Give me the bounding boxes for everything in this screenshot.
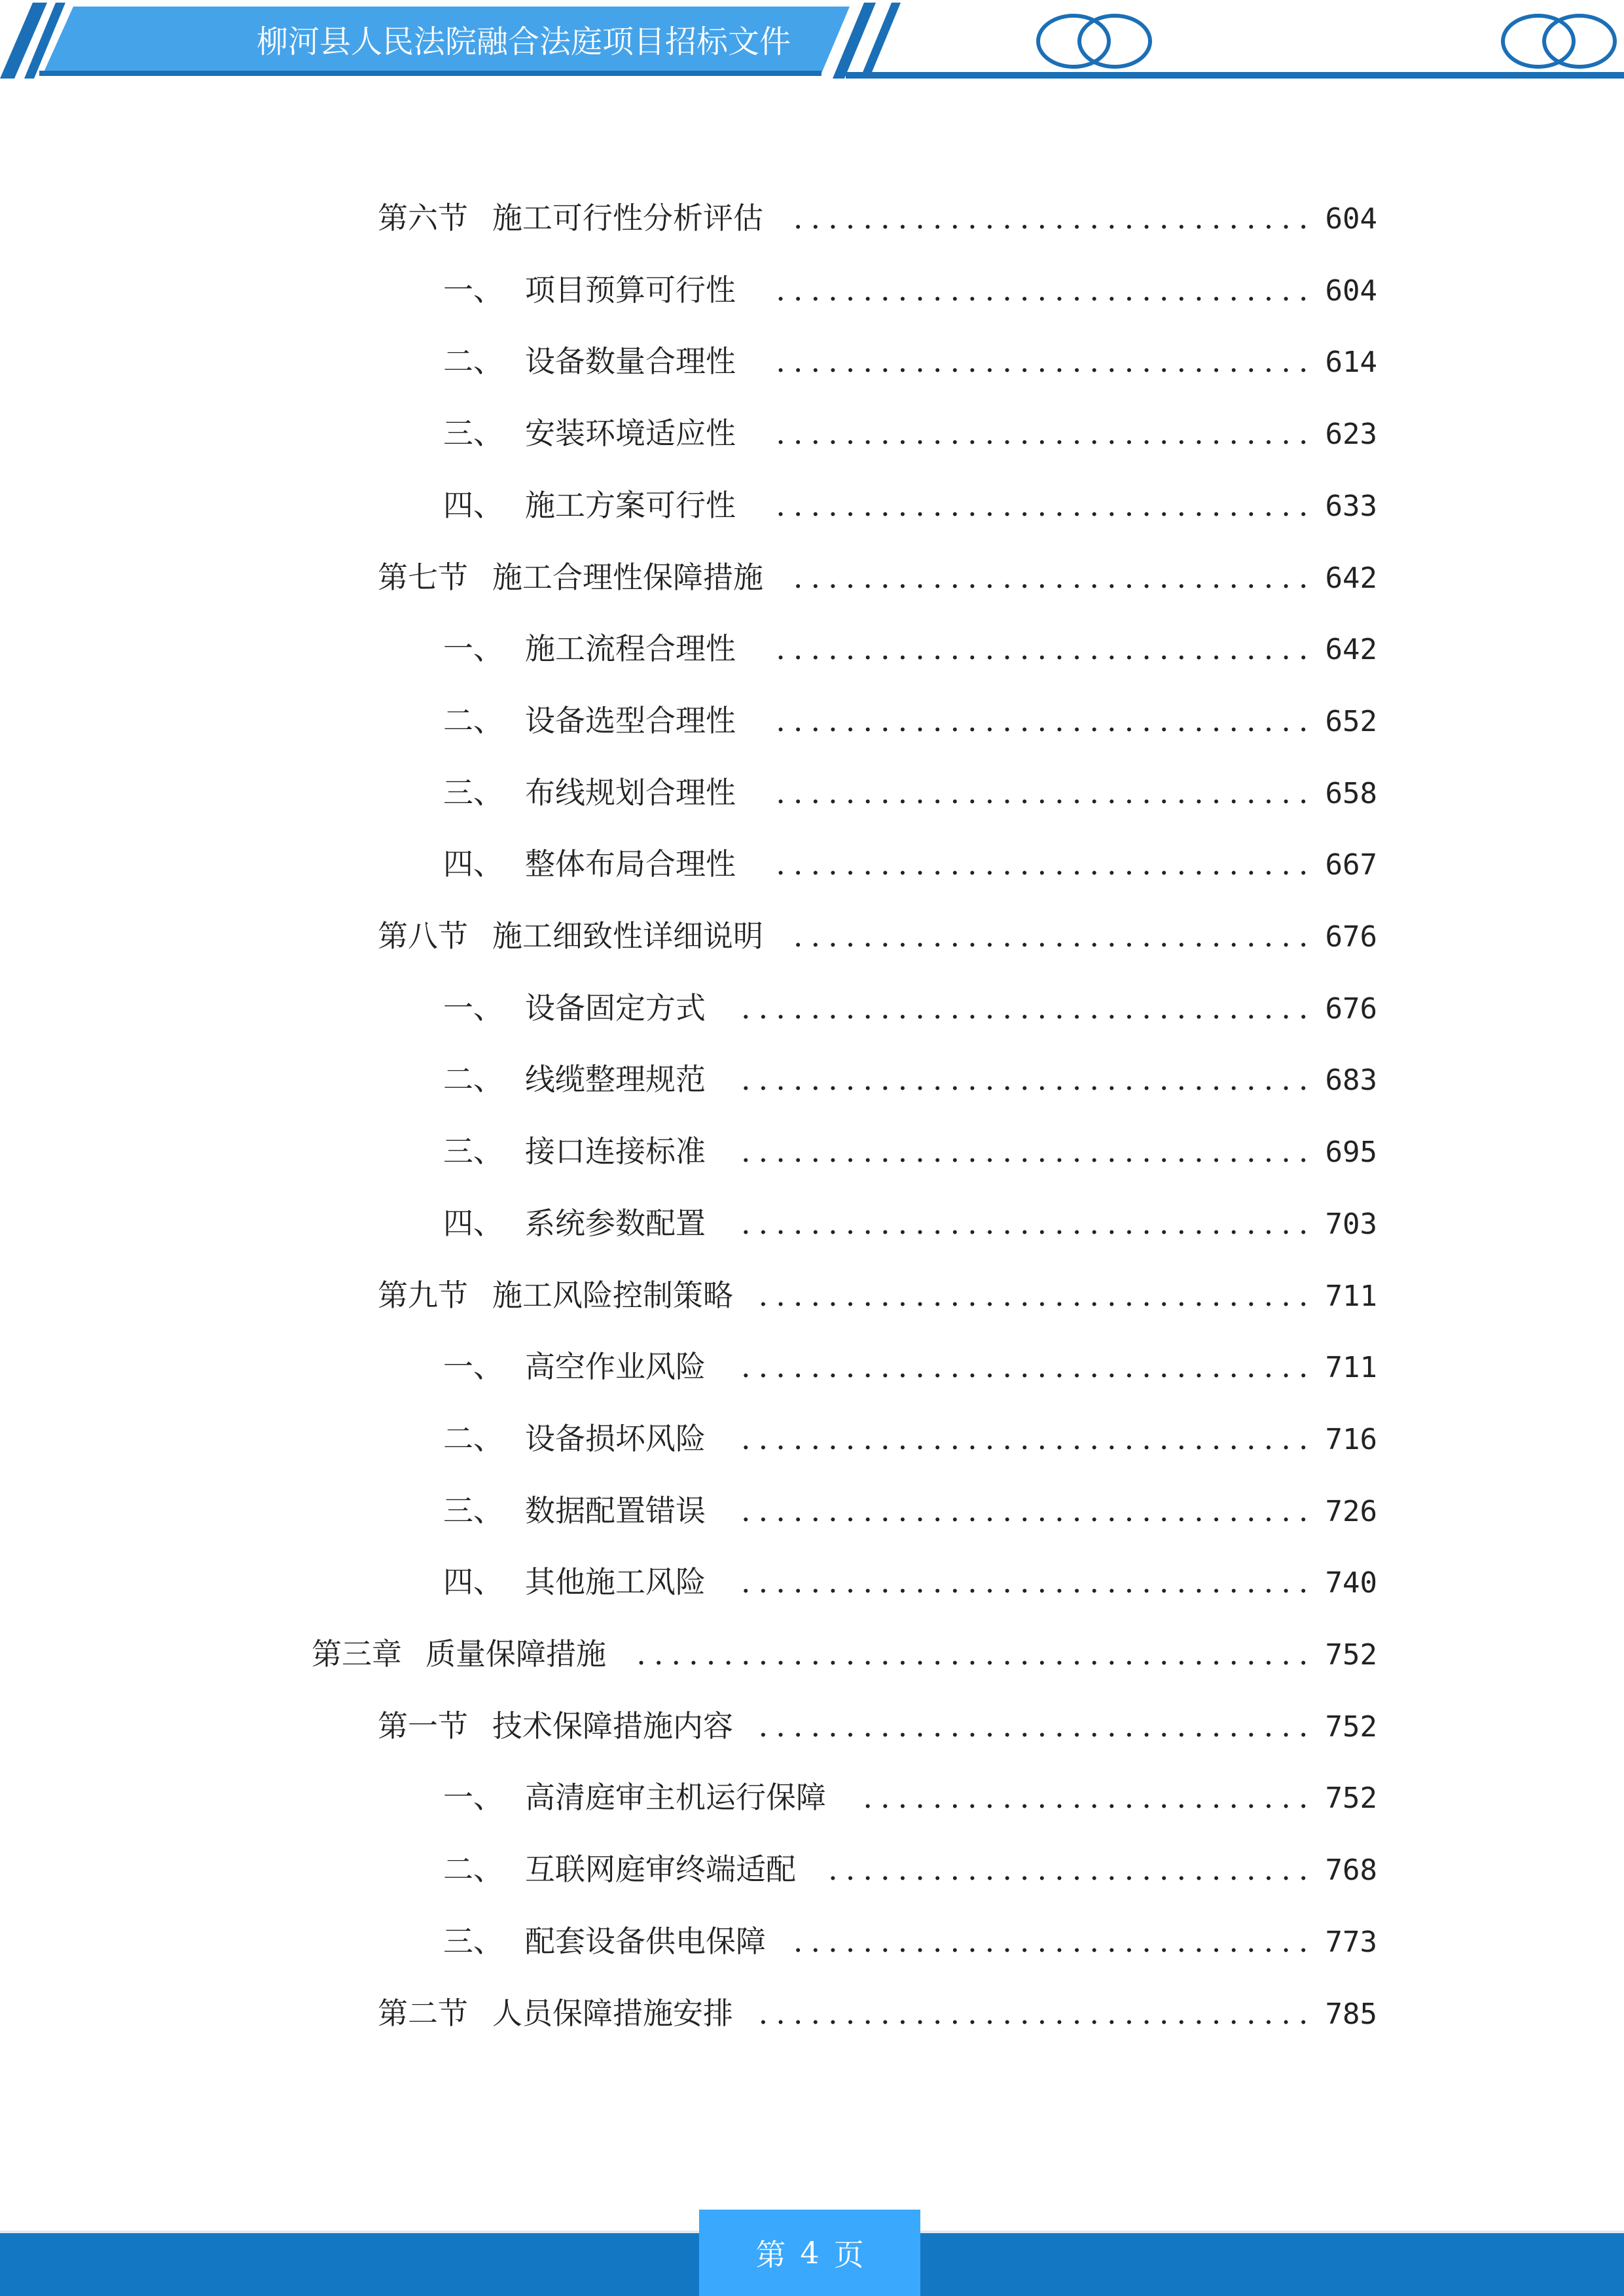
toc-entry[interactable] bbox=[378, 558, 1377, 597]
toc-number: 三、 bbox=[443, 1923, 503, 1959]
toc-title: 设备数量合理性 bbox=[525, 344, 736, 380]
toc-number: 第三章 bbox=[312, 1636, 402, 1672]
document-title: 柳河县人民法院融合法庭项目招标文件 bbox=[256, 24, 791, 60]
leader-dots: .......................... bbox=[863, 1780, 1316, 1816]
toc-page-number: 726 bbox=[1325, 1494, 1377, 1528]
toc-title: 其他施工风险 bbox=[525, 1564, 706, 1600]
toc-entry[interactable] bbox=[443, 988, 1377, 1028]
toc-page-number: 711 bbox=[1325, 1279, 1377, 1313]
toc-page-number: 676 bbox=[1325, 992, 1377, 1026]
leader-dots: ................................. bbox=[740, 990, 1316, 1026]
toc-page-number: 667 bbox=[1325, 848, 1377, 882]
toc-number: 第八节 bbox=[378, 918, 468, 954]
toc-page-number: 623 bbox=[1325, 418, 1377, 452]
leader-dots: ....................................... bbox=[636, 1636, 1316, 1672]
toc-number: 第九节 bbox=[378, 1277, 468, 1313]
toc-page-number: 768 bbox=[1325, 1854, 1377, 1888]
toc-entry[interactable] bbox=[378, 916, 1377, 956]
leader-dots: ................................. bbox=[740, 1349, 1316, 1385]
toc-title: 人员保障措施安排 bbox=[492, 1995, 733, 2031]
toc-entry[interactable] bbox=[378, 1706, 1377, 1746]
toc-page-number: 752 bbox=[1325, 1710, 1377, 1744]
toc-title: 施工风险控制策略 bbox=[492, 1277, 733, 1313]
toc-entry[interactable] bbox=[443, 1491, 1377, 1530]
toc-number: 三、 bbox=[443, 1134, 503, 1170]
toc-page-number: 642 bbox=[1325, 561, 1377, 595]
toc-entry[interactable] bbox=[378, 198, 1377, 238]
toc-entry[interactable] bbox=[443, 1060, 1377, 1099]
toc-number: 第二节 bbox=[378, 1995, 468, 2031]
toc-title: 施工方案可行性 bbox=[525, 487, 736, 523]
toc-page-number: 652 bbox=[1325, 704, 1377, 738]
toc-title: 质量保障措施 bbox=[425, 1636, 606, 1672]
leader-dots: ............................... bbox=[776, 846, 1316, 882]
toc-title: 施工细致性详细说明 bbox=[492, 918, 763, 954]
leader-dots: ................................ bbox=[758, 1277, 1316, 1313]
toc-entry[interactable] bbox=[443, 342, 1377, 381]
toc-number: 三、 bbox=[443, 416, 503, 452]
toc-number: 四、 bbox=[443, 846, 503, 882]
leader-dots: ............................... bbox=[776, 774, 1316, 810]
toc-title: 设备固定方式 bbox=[525, 990, 706, 1026]
leader-dots: ............................... bbox=[776, 416, 1316, 452]
toc-number: 一、 bbox=[443, 990, 503, 1026]
toc-page-number: 658 bbox=[1325, 776, 1377, 810]
toc-number: 第一节 bbox=[378, 1708, 468, 1744]
toc-title: 设备损坏风险 bbox=[525, 1420, 706, 1456]
toc-title: 项目预算可行性 bbox=[525, 272, 736, 308]
toc-title: 线缆整理规范 bbox=[525, 1062, 706, 1098]
toc-page-number: 711 bbox=[1325, 1351, 1377, 1385]
toc-number: 第七节 bbox=[378, 559, 468, 595]
leader-dots: ............................ bbox=[828, 1852, 1316, 1888]
leader-dots: ................................ bbox=[758, 1708, 1316, 1744]
toc-entry[interactable] bbox=[443, 1347, 1377, 1386]
leader-dots: ............................... bbox=[776, 272, 1316, 308]
leader-dots: .............................. bbox=[793, 559, 1316, 595]
toc-title: 系统参数配置 bbox=[525, 1205, 706, 1241]
toc-entry[interactable] bbox=[443, 486, 1377, 525]
toc-number: 第六节 bbox=[378, 200, 468, 236]
toc-page-number: 604 bbox=[1325, 274, 1377, 308]
toc-page-number: 740 bbox=[1325, 1566, 1377, 1600]
toc-number: 二、 bbox=[443, 1062, 503, 1098]
toc-number: 一、 bbox=[443, 631, 503, 667]
leader-dots: ................................. bbox=[740, 1492, 1316, 1528]
leader-dots: .............................. bbox=[793, 1923, 1316, 1959]
toc-title: 安装环境适应性 bbox=[525, 416, 736, 452]
toc-page-number: 614 bbox=[1325, 346, 1377, 380]
leader-dots: ............................... bbox=[776, 631, 1316, 667]
toc-page-number: 695 bbox=[1325, 1136, 1377, 1170]
toc-entry[interactable] bbox=[443, 1850, 1377, 1889]
toc-entry[interactable] bbox=[312, 1634, 1377, 1674]
page-suffix: 页 bbox=[833, 2237, 864, 2272]
toc-title: 技术保障措施内容 bbox=[492, 1708, 733, 1744]
leader-dots: ................................ bbox=[758, 1995, 1316, 2031]
toc-title: 高清庭审主机运行保障 bbox=[525, 1780, 826, 1816]
toc-title: 施工可行性分析评估 bbox=[492, 200, 763, 236]
toc-number: 一、 bbox=[443, 1780, 503, 1816]
toc-number: 三、 bbox=[443, 1492, 503, 1528]
toc-title: 施工流程合理性 bbox=[525, 631, 736, 667]
toc-number: 二、 bbox=[443, 1852, 503, 1888]
leader-dots: ............................... bbox=[776, 487, 1316, 523]
toc-title: 数据配置错误 bbox=[525, 1492, 706, 1528]
toc-number: 四、 bbox=[443, 1564, 503, 1600]
toc-page-number: 683 bbox=[1325, 1064, 1377, 1098]
toc-title: 设备选型合理性 bbox=[525, 702, 736, 738]
leader-dots: ................................. bbox=[740, 1205, 1316, 1241]
toc-page-number: 676 bbox=[1325, 920, 1377, 954]
toc-title: 互联网庭审终端适配 bbox=[525, 1852, 796, 1888]
toc-title: 配套设备供电保障 bbox=[525, 1923, 766, 1959]
toc-entry[interactable] bbox=[443, 629, 1377, 668]
toc-entry[interactable] bbox=[378, 1276, 1377, 1315]
toc-title: 整体布局合理性 bbox=[525, 846, 736, 882]
leader-dots: ............................... bbox=[776, 344, 1316, 380]
toc-entry[interactable] bbox=[443, 844, 1377, 884]
toc-title: 高空作业风险 bbox=[525, 1349, 706, 1385]
toc-number: 四、 bbox=[443, 1205, 503, 1241]
toc-page-number: 703 bbox=[1325, 1207, 1377, 1241]
toc-number: 四、 bbox=[443, 487, 503, 523]
toc-page-number: 642 bbox=[1325, 633, 1377, 667]
leader-dots: ................................. bbox=[740, 1420, 1316, 1456]
toc-page-number: 785 bbox=[1325, 1997, 1377, 2031]
toc-number: 二、 bbox=[443, 344, 503, 380]
toc-number: 一、 bbox=[443, 272, 503, 308]
toc-entry[interactable] bbox=[443, 1419, 1377, 1458]
toc-page-number: 752 bbox=[1325, 1782, 1377, 1816]
toc-title: 布线规划合理性 bbox=[525, 774, 736, 810]
toc-entry[interactable] bbox=[443, 414, 1377, 453]
toc-entry[interactable] bbox=[443, 270, 1377, 310]
toc-entry[interactable] bbox=[378, 1994, 1377, 2033]
toc-entry[interactable] bbox=[443, 1204, 1377, 1243]
page-header bbox=[0, 0, 1624, 85]
toc-entry[interactable] bbox=[443, 1562, 1377, 1602]
leader-dots: ................................. bbox=[740, 1062, 1316, 1098]
toc-entry[interactable] bbox=[443, 701, 1377, 740]
leader-dots: .............................. bbox=[793, 918, 1316, 954]
toc-entry[interactable] bbox=[443, 1778, 1377, 1817]
toc-entry[interactable] bbox=[443, 1922, 1377, 1961]
rings-logo-icon bbox=[1038, 16, 1615, 67]
leader-dots: ................................. bbox=[740, 1564, 1316, 1600]
toc-title: 接口连接标准 bbox=[525, 1134, 706, 1170]
toc-page-number: 716 bbox=[1325, 1422, 1377, 1456]
leader-dots: ............................... bbox=[776, 702, 1316, 738]
page-value: 4 bbox=[800, 2235, 820, 2270]
toc-page-number: 752 bbox=[1325, 1638, 1377, 1672]
toc-number: 三、 bbox=[443, 774, 503, 810]
toc-number: 二、 bbox=[443, 702, 503, 738]
toc-entry[interactable] bbox=[443, 1132, 1377, 1171]
toc-entry[interactable] bbox=[443, 773, 1377, 812]
toc-page-number: 604 bbox=[1325, 202, 1377, 236]
page-prefix: 第 bbox=[755, 2237, 786, 2272]
page-number bbox=[699, 2210, 920, 2296]
leader-dots: .............................. bbox=[793, 200, 1316, 236]
toc-page-number: 773 bbox=[1325, 1925, 1377, 1959]
toc-number: 一、 bbox=[443, 1349, 503, 1385]
toc-number: 二、 bbox=[443, 1420, 503, 1456]
leader-dots: ................................. bbox=[740, 1134, 1316, 1170]
toc-page-number: 633 bbox=[1325, 489, 1377, 523]
toc-title: 施工合理性保障措施 bbox=[492, 559, 763, 595]
